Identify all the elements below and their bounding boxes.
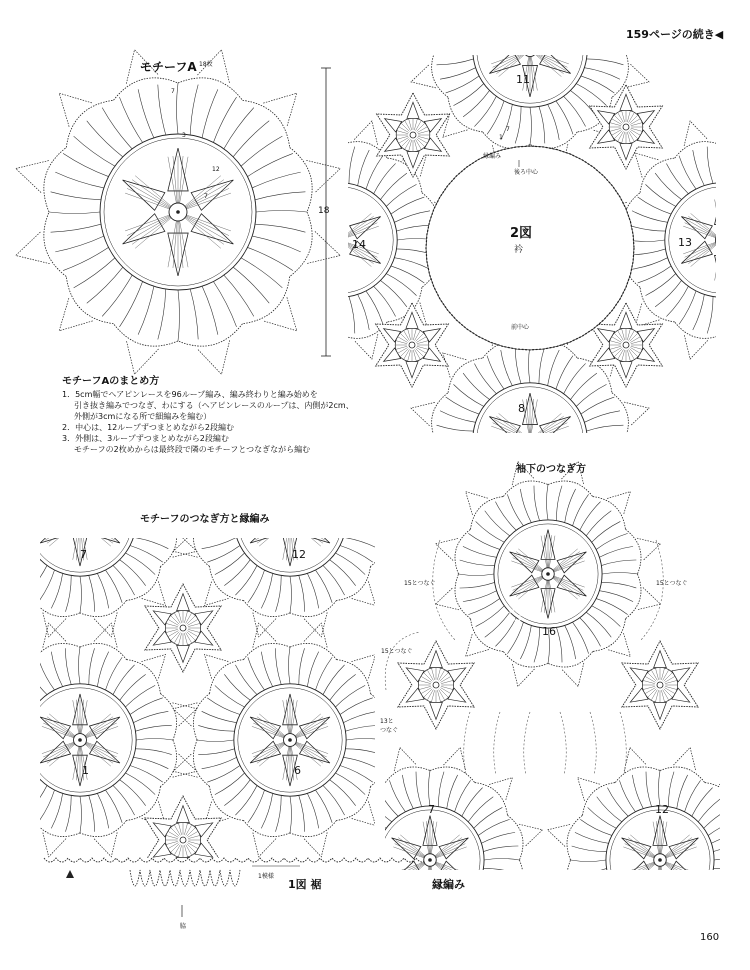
join-line (494, 712, 500, 775)
motif-a-label-3: 3 (182, 132, 186, 139)
side-seam-label: 脇 (180, 923, 187, 930)
fig2-motif-number: 8 (518, 402, 525, 415)
fig2-mark-1: 1 (499, 134, 503, 141)
fig2-neckline-edging (426, 146, 634, 350)
fig2-motif-number: 13 (678, 236, 692, 249)
motif-a-label-12: 12 (212, 166, 220, 173)
instruction-line: 1．5cm幅でヘアピンレースを96ループ編み、編み終わりと編み始めを (62, 390, 318, 399)
fig2-mark-7: 7 (506, 126, 510, 133)
hem-edging (44, 858, 428, 862)
sleeve-big-motif-7 (317, 747, 542, 970)
sleeve-join-label: 15とつなぐ (656, 580, 688, 587)
joining-star (145, 584, 221, 672)
join-line (590, 712, 596, 775)
joining-motif-number: 12 (292, 548, 306, 561)
continued-from-page: 159ページの続き◀ (626, 28, 724, 41)
joining-motif-number: 1 (82, 764, 89, 777)
instruction-line: 外側が3cmになる所で細編みを編む） (74, 412, 212, 421)
joining-title: モチーフのつなぎ方と縁編み (140, 514, 270, 525)
sleeve-motif-number: 16 (542, 625, 556, 638)
edging-label: 縁編み (432, 878, 465, 891)
fig2-motif-number: 11 (516, 73, 530, 86)
instruction-line: モチーフの2枚めからは最終段で隣のモチーフとつなぎながら編む (74, 445, 311, 454)
sleeve-join-label: 15とつなぐ (404, 580, 436, 587)
fig2-star (376, 303, 449, 387)
join-line (524, 712, 530, 775)
fig1-label: 1図 裾 (288, 878, 322, 891)
fig2-front-center: 前中心 (511, 324, 530, 331)
join-line (464, 712, 470, 775)
motif-a-count: 18枚 (199, 61, 213, 68)
motif-a-graphic (16, 50, 341, 375)
sleeve-big-motif-16 (435, 461, 660, 686)
sleeve-join-label: 15とつなぐ (381, 648, 413, 655)
motif-a-label-inner-7: 7 (204, 193, 208, 200)
pattern-repeat-label: 1模様 (258, 873, 274, 880)
joining-motif-number: 7 (80, 548, 87, 561)
join-arc (641, 540, 663, 640)
join-arc (433, 540, 455, 640)
sleeve-star-right (622, 641, 698, 729)
instruction-line: 3．外側は、3ループずつまとめながら2段編む (62, 434, 229, 443)
sleeve-title: 袖下のつなぎ方 (516, 464, 586, 475)
motif-a-dimension: 18 (318, 206, 330, 216)
joining-motif-number: 6 (294, 764, 301, 777)
assembly-instructions (62, 376, 362, 455)
join-line (560, 712, 566, 775)
fig2-star (377, 93, 450, 177)
fig2-title: 2図 (510, 226, 533, 241)
sleeve-motif-number: 7 (428, 803, 435, 816)
sleeve-join-label: 13と (380, 718, 394, 725)
instruction-line: 引き抜き編みでつなぎ、わにする（ヘアピンレースのループは、内側が2cm、 (74, 401, 354, 410)
sleeve-motif-number: 12 (655, 803, 669, 816)
instructions-title: モチーフAのまとめ方 (62, 376, 160, 387)
start-marker-icon (66, 870, 74, 878)
side-edging (130, 870, 240, 886)
fig2-motif-number: 14 (352, 238, 366, 251)
fig2-back-center: 後ろ中心 (514, 169, 539, 176)
fig2-edging-label: 縁編み (483, 153, 502, 160)
sleeve-join-label: つなぐ (380, 727, 399, 734)
page-number: 160 (700, 932, 720, 943)
fig2-subtitle-collar: 衿 (514, 245, 524, 255)
motif-a-title: モチーフA (140, 60, 197, 74)
fig2-star (590, 85, 663, 169)
sleeve-big-motif-12 (547, 747, 750, 970)
motif-a-label-round-7: 7 (171, 88, 175, 95)
instruction-line: 2．中心は、12ループずつまとめながら2段編む (62, 423, 234, 432)
